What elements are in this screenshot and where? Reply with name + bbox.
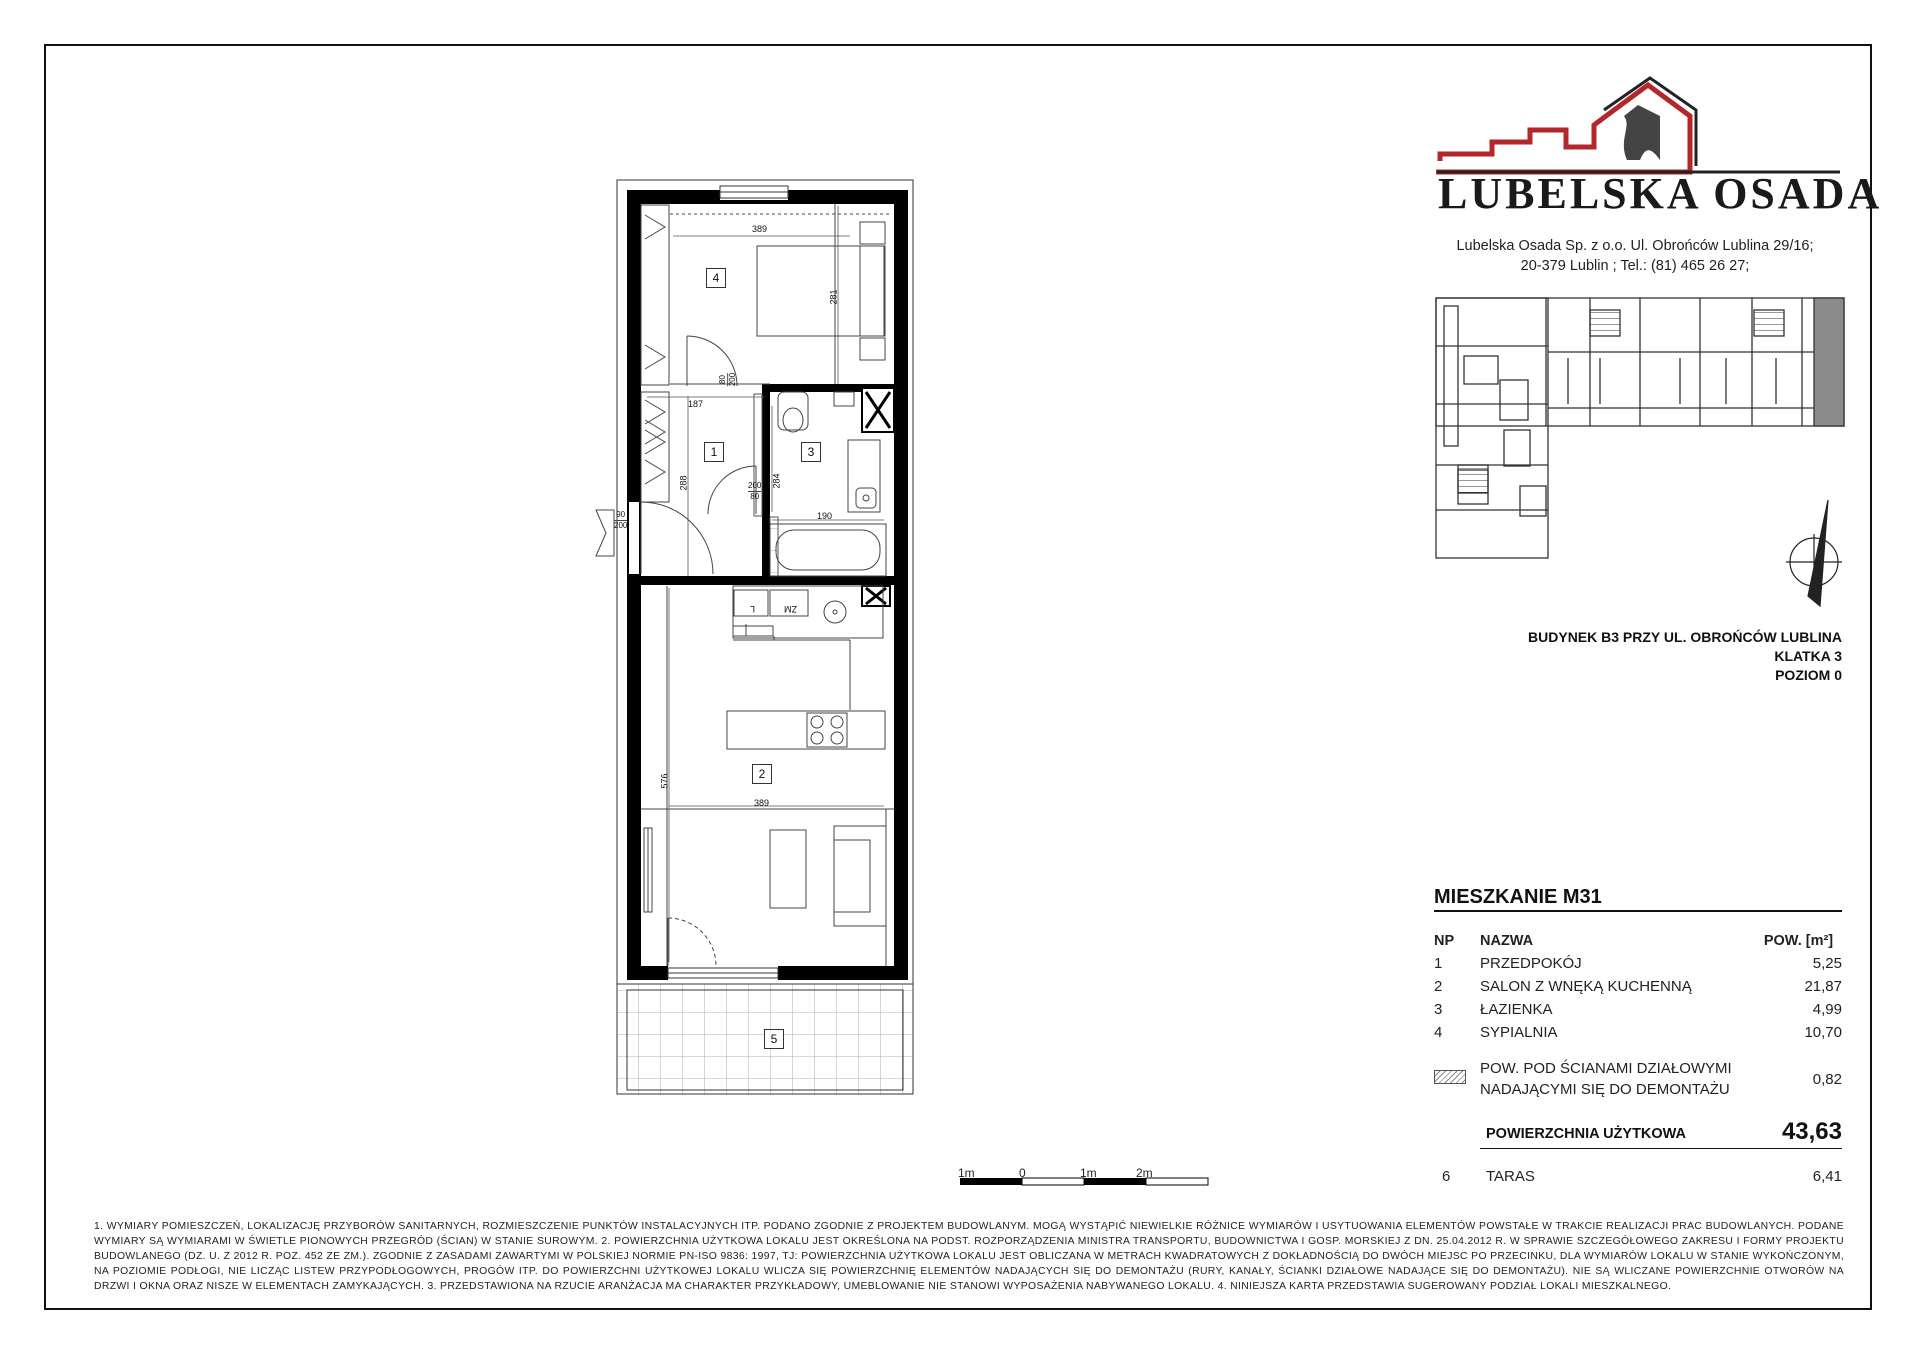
header-name: NAZWA	[1480, 933, 1534, 949]
room-np: 3	[1434, 1001, 1443, 1018]
terrace-name: TARAS	[1486, 1168, 1535, 1185]
room-number-2: 2	[752, 764, 772, 784]
room-name: SYPIALNIA	[1480, 1024, 1558, 1041]
north-arrow-icon	[1786, 500, 1842, 606]
table-row	[1434, 952, 1842, 975]
apartment-highlight	[1814, 298, 1844, 426]
dim-bedroom-depth: 281	[828, 289, 839, 305]
room-number-3: 3	[801, 442, 821, 462]
room-np: 4	[1434, 1024, 1443, 1041]
table-row	[1434, 975, 1842, 998]
dim-bath-width: 190	[817, 511, 833, 521]
entry-arrow-icon	[596, 510, 614, 556]
room-number-4: 4	[706, 268, 726, 288]
building-line-2: KLATKA 3	[1774, 648, 1842, 664]
room-number-5: 5	[764, 1029, 784, 1049]
door-bath-w: 80	[748, 491, 761, 502]
dishwasher-label: ZM	[784, 604, 797, 614]
door-bedroom-w: 80	[718, 375, 728, 384]
key-plan	[1436, 298, 1844, 558]
apartment-title-rule	[1434, 910, 1842, 912]
dim-bath-depth: 284	[771, 473, 782, 489]
door-bath-h: 200	[748, 481, 762, 490]
building-line-3: POZIOM 0	[1775, 667, 1842, 683]
table-row	[1434, 998, 1842, 1021]
usable-area-label: POWIERZCHNIA UŻYTKOWA	[1486, 1126, 1687, 1142]
room-np: 2	[1434, 978, 1443, 995]
room-np: 1	[1434, 955, 1443, 972]
room-area: 5,25	[1812, 955, 1842, 972]
usable-area-rule	[1480, 1148, 1842, 1149]
wardrobes	[641, 205, 669, 502]
apartment-title: MIESZKANIE M31	[1434, 886, 1602, 908]
table-row	[1434, 1021, 1842, 1044]
rooms-table	[1434, 930, 1842, 1103]
brand-logo	[1436, 78, 1840, 172]
fridge-label: L	[750, 604, 756, 614]
header-area: POW. [m²]	[1763, 933, 1834, 949]
partition-line-2: NADAJĄCYMI SIĘ DO DEMONTAŻU	[1480, 1081, 1730, 1098]
room-name: PRZEDPOKÓJ	[1480, 955, 1582, 972]
room-name: ŁAZIENKA	[1480, 1001, 1553, 1018]
bedroom-furniture	[670, 204, 890, 387]
partition-line-1: POW. POD ŚCIANAMI DZIAŁOWYMI	[1480, 1060, 1732, 1077]
rooms-table-header	[1434, 930, 1842, 952]
partition-hatch	[770, 517, 778, 576]
vent-shafts	[862, 388, 894, 606]
terrace-area: 6,41	[1812, 1168, 1842, 1185]
dim-salon-depth: 576	[659, 773, 670, 789]
scale-label-2m: 2m	[1136, 1166, 1153, 1180]
door-bedroom-h: 200	[728, 372, 738, 387]
building-info	[1420, 628, 1842, 685]
footnotes: 1. WYMIARY POMIESZCZEŃ, LOKALIZACJĘ PRZYBORÓW SANITARNYCH, ROZMIESZCZENIE PUNKTÓW INSTALACYJNYCH ITP. PODANO ZGODNIE Z PROJEKTEM BUDOWLANYM. MOGĄ WYSTĄPIĆ NIEWIELKIE RÓŻNICE WYMIARÓW I USYTUOWANIA ELEMENTÓW POWSTAŁE W TRAKCIE REALIZACJI PRAC BUDOWLANYCH. PODANE WYMIARY SĄ WYMIARAMI W ŚWIETLE PIONOWYCH PRZEGRÓD (ŚCIAN) W STANIE SUROWYM. 2. POWIERZCHNIA UŻYTKOWA LOKALU JEST OKREŚLONA NA PODST. ROZPORZĄDZENIA MINISTRA TRANSPORTU, BUDOWNICTWA I GOSP. MORSKIEJ Z DN. 25.04.2012 R. W SPRAWIE SZCZEGÓŁOWEGO ZAKRESU I FORMY PROJEKTU BUDOWLANEGO (DZ. U. Z 2012 R. POZ. 452 ZE ZM.). ZGODNIE Z ZASADAMI ZAWARTYMI W POLSKIEJ NORMIE PN-ISO 9836: 1997, TJ: POWIERZCHNIA UŻYTKOWA LOKALU JEST OBLICZANA W METRACH KWADRATOWYCH Z DOKŁADNOŚCIĄ DO DWÓCH MIEJSC PO PRZECINKU, DLA WYMIARÓW LOKALU W STANIE WYKOŃCZONYM, NA POZIOMIE PODŁOGI, NIE LICZĄC LISTEW PRZYPODŁOGOWYCH, PROGÓW ITP. DO POWIERZCHNI UŻYTKOWEJ LOKALU WLICZA SIĘ POWIERZCHNIĘ ELEMENTÓW NADAJĄCYCH SIĘ DO DEMONTAŻU (RURY, KANAŁY, ŚCIANKI DZIAŁOWE NADAJĄCE SIĘ DO DEMONTAŻU). NIE SĄ WLICZANE POWIERZCHNIE OTWORÓW NA DRZWI I OKNA ORAZ NISZE W ELEMENTACH ZAMYKAJĄCYCH. 3. PRZEDSTAWIONA NA RZUCIE ARANŻACJA MA CHARAKTER PRZYKŁADOWY, UMEBLOWANIE NIE STANOWI WYPOSAŻENIA NABYWANEGO LOKALU. 4. NINIEJSZA KARTA PRZEDSTAWIA SUGEROWANY PODZIAŁ LOKALI MIESZKALNEGO.	[94, 1221, 1844, 1292]
company-address	[1420, 236, 1850, 276]
dim-hall-depth: 288	[678, 475, 689, 491]
door-entry-w: 90	[616, 510, 626, 519]
partition-hatch-icon	[1434, 1044, 1480, 1103]
dim-salon-width: 389	[754, 798, 770, 808]
entry-door-swing	[641, 502, 713, 574]
scale-label-1m: 1m	[1080, 1166, 1097, 1180]
brand-name: LUBELSKA OSADA	[1438, 169, 1883, 218]
dim-hall-width: 187	[688, 399, 704, 409]
balcony-door-swing	[668, 918, 716, 966]
scale-label-0: 0	[1019, 1166, 1026, 1180]
dim-bedroom-width: 389	[752, 224, 768, 234]
building-line-1: BUDYNEK B3 PRZY UL. OBROŃCÓW LUBLINA	[1528, 629, 1842, 645]
dim-door-bedroom	[718, 373, 737, 386]
address-line-1: Lubelska Osada Sp. z o.o. Ul. Obrońców Lublina 29/16;	[1456, 238, 1814, 254]
dim-door-entry	[614, 510, 627, 531]
room-number-1: 1	[704, 442, 724, 462]
usable-area-row	[1434, 1118, 1842, 1146]
partition-area: 0,82	[1812, 1070, 1842, 1088]
scale-label-1m-left: 1m	[958, 1166, 975, 1180]
terrace-np: 6	[1442, 1168, 1451, 1185]
address-line-2: 20-379 Lublin ; Tel.: (81) 465 26 27;	[1520, 258, 1750, 274]
room-area: 4,99	[1812, 1001, 1842, 1018]
room-area: 10,70	[1804, 1024, 1842, 1041]
partition-label	[1480, 1044, 1764, 1103]
room-name: SALON Z WNĘKĄ KUCHENNĄ	[1480, 978, 1692, 995]
usable-area-value: 43,63	[1781, 1118, 1842, 1145]
door-entry-h: 200	[614, 521, 628, 530]
room-area: 21,87	[1804, 978, 1842, 995]
partition-row	[1434, 1044, 1842, 1103]
header-np: NP	[1434, 933, 1455, 949]
dim-door-bath	[748, 481, 761, 502]
